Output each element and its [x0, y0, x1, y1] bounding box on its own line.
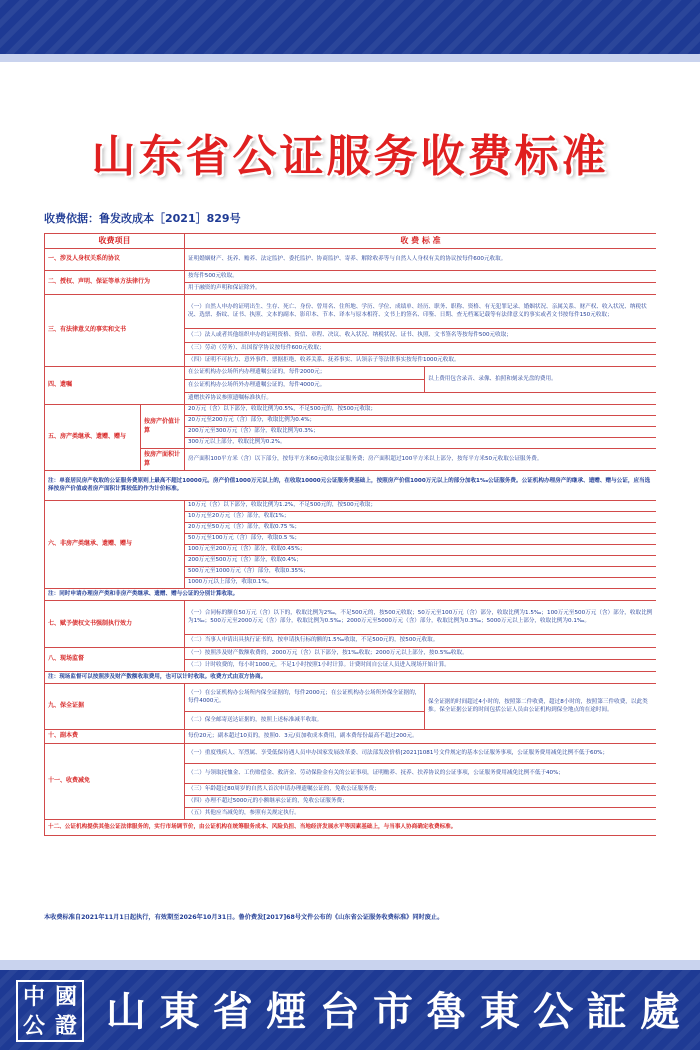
- note-8: 注：现场监督可以按照涉及财产数额收取费用，也可以计时收取。收费方式由双方协商。: [45, 672, 657, 684]
- item-2-standard-a: 按每件500元收取。: [185, 271, 657, 283]
- office-char: 山: [106, 987, 152, 1035]
- office-char: 煙: [266, 987, 313, 1035]
- item-11-standard-e: （五）其他应当减免的，参照有关规定执行。: [185, 808, 657, 820]
- item-5-area-row: 房产面积100平方米（含）以下部分，按每平方米60元收取公证服务费；房产面积超过100平方米以上部分，按每平方米50元收取公证服务费。: [185, 449, 657, 471]
- effective-date-note: 本收费标准自2021年11月1日起执行，有效期至2026年10月31日。鲁价费发[2017]68号文件公布的《山东省公证服务收费标准》同时废止。: [44, 914, 444, 921]
- item-11-standard-c: （三）年龄超过80周岁的自然人首次申请办理遗嘱公证的，免收公证服务费；: [185, 784, 657, 796]
- item-1-name: 一、涉及人身权关系的协议: [45, 249, 185, 271]
- item-6-row-6: 200万元至500万元（含）部分，收取0.4%；: [185, 556, 657, 567]
- item-4-standard-b: 在公证机构办公场所外办理遗嘱公证的，每件4000元。: [185, 380, 425, 393]
- header-standard: 收 费 标 准: [185, 234, 657, 249]
- item-11-name: 十一、收费减免: [45, 744, 185, 820]
- item-5-sub-area: 按房产面积计算: [141, 449, 185, 471]
- note-5: 注：单套居民房产收取的公证服务费原则上最高不超过10000元。房产价值1000万元以上的，在收取10000元公证服务费基础上，按照房产价值1000万元以上的部分加收1‰公证服务费。公证机构办理房产的继承、遗赠、赠与公证，应当选择按房产价值或者房产面积计算较低的作为计价标准。: [45, 471, 657, 501]
- office-char: 魯: [426, 987, 473, 1035]
- item-9-standard-b: 保全证据的时间超过4小时的，按照第二件收费，超过8小时的，按照第三件收费，以此类推。保全证据公证的时间包括公证人员由公证机构到保全地点的在途时间。: [425, 684, 657, 730]
- header-item: 收费项目: [45, 234, 185, 249]
- note-6: 注：同时申请办理房产类和非房产类继承、遗赠、赠与公证的分别计算收取。: [45, 589, 657, 601]
- page-title: 山东省公证服务收费标准: [91, 131, 609, 182]
- item-3-name: 三、有法律意义的事实和文书: [45, 295, 185, 367]
- seal-char: 中: [22, 983, 45, 1010]
- office-char: 東: [159, 987, 206, 1035]
- office-char: 市: [372, 987, 419, 1035]
- office-char: 公: [533, 987, 580, 1035]
- item-6-row-8: 1000万元以上部分，收取0.1%。: [185, 578, 657, 589]
- notary-seal-logo: [16, 980, 84, 1042]
- item-6-row-1: 10万元（含）以下部分，收取比例为1.2%，不足500元的，按500元收取；: [185, 501, 657, 512]
- item-6-row-5: 100万元至200万元（含）部分，收取0.45%；: [185, 545, 657, 556]
- item-5-sub-value: 按房产价值计算: [141, 405, 185, 449]
- item-8-standard-a: （一）按照涉及财产数额收费的，2000万元（含）以下部分，按1‰收取；2000万元以上部分，按0.5‰收取。: [185, 648, 657, 660]
- item-1-standard: 证明婚姻财产、抚养、赡养、法定监护、委托监护、协商监护、寄养、解除收养等与自然人人身权有关的协议按每件600元收取。: [185, 249, 657, 271]
- office-char: 台: [319, 987, 366, 1035]
- item-2-name: 二、授权、声明、保证等单方法律行为: [45, 271, 185, 295]
- item-10-name: 十、副本费: [45, 730, 185, 744]
- item-6-row-4: 50万元至100万元（含）部分，收取0.5 %；: [185, 534, 657, 545]
- fee-table: [44, 233, 656, 836]
- seal-char: 公: [22, 1012, 45, 1039]
- item-5-name: 五、房产类继承、遗赠、赠与: [45, 405, 141, 471]
- office-char: 東: [479, 987, 526, 1035]
- item-2-standard-b: 用于融资的声明和保证除外。: [185, 283, 657, 295]
- item-6-row-7: 500万元至1000万元（含）部分，收取0.35%；: [185, 567, 657, 578]
- item-5-value-row-1: 20万元（含）以下部分，收取比例为0.5%，不足500元的，按500元收取；: [185, 405, 657, 416]
- fee-table-container: [44, 233, 656, 903]
- fee-basis: 收费依据：鲁发改成本［2021］829号: [44, 212, 241, 225]
- item-6-row-3: 20万元至50万元（含）部分，收取0.75 %；: [185, 523, 657, 534]
- item-9-standard-c: （二）保全邮寄送达证据的，按照上述标准减半收取。: [185, 712, 425, 730]
- item-7-standard-b: （二）当事人申请出具执行证书的，按申请执行标的额的1.5‰收取，不足500元的，按500元收取。: [185, 635, 657, 648]
- item-3-standard-d: （四）证明不可抗力、意外事件、票据拒绝、收养关系、抚养事实、认领亲子等法律事实按每件1000元收取。: [185, 355, 657, 367]
- item-9-standard-a: （一）在公证机构办公场所内保全证据的，每件2000元；在公证机构办公场所外保全证据的，每件4000元。: [185, 684, 425, 712]
- item-12: 十二、公证机构提供其他公证法律服务的，实行市场调节价，由公证机构在统筹服务成本、风险负担、当地经济发展水平等因素基础上，与当事人协商确定收费标准。: [45, 820, 657, 836]
- item-11-standard-b: （二）与领取抚恤金、工伤赔偿金、救济金、劳动保险金有关的公证事项，证明赡养、抚养、扶养协议的公证事项，公证服务费用减免比例不低于40%；: [185, 764, 657, 784]
- item-7-name: 七、赋予债权文书强制执行效力: [45, 601, 185, 648]
- office-char: 省: [212, 987, 259, 1035]
- seal-char: 證: [54, 1012, 77, 1039]
- item-4-standard-d: 遗赠扶养协议参照遗嘱标准执行。: [185, 393, 657, 405]
- item-3-standard-b: （二）法人或者其他组织申办的证明资格、资信、章程、决议、收入状况、纳税状况、证书、执照、文书签名等按每件500元收取；: [185, 329, 657, 343]
- office-char: 証: [586, 987, 633, 1035]
- item-4-standard-c: 以上费用包含录音、录像、拍照和刻录光盘的费用。: [425, 367, 657, 393]
- item-7-standard-a: （一）合同标的额在50万元（含）以下的，收取比例为2‰，不足500元的，按500元收取；50万元至100万元（含）部分，收取比例为1.5‰；100万元至500万元（含）部分，收取比例为1‰；500万元至2000万元（含）部分，收取比例为0.5‰；2000万元至5000万元（含）部分，收取比例为0.3‰；5000万元以上部分，收取比例为0.1‰。: [185, 601, 657, 635]
- item-3-standard-c: （三）劳动（劳务）、出国留学协议按每件600元收取；: [185, 343, 657, 355]
- item-9-name: 九、保全证据: [45, 684, 185, 730]
- item-11-standard-a: （一）重度残疾人、军烈属、享受低保待遇人员申办国家发展改革委、司法部发改价格[2021]1081号文件规定的基本公证服务事项，公证服务费用减免比例不低于60%；: [185, 744, 657, 764]
- top-banner: [0, 0, 700, 62]
- item-10-standard: 每份20元；副本超过10页的，按照0．3元/页加收成本费用，副本费每份最高不超过200元。: [185, 730, 657, 744]
- office-char: 處: [639, 987, 686, 1035]
- item-11-standard-d: （四）办理不超过5000元的小额继承公证的，免收公证服务费；: [185, 796, 657, 808]
- item-3-standard-a: （一）自然人申办的证明出生、生存、死亡、身份、曾用名、住所地、学历、学位、成绩单、经历、职务、职称、资格、有无犯罪记录、婚姻状况、亲属关系、财产权、收入状况、纳税状况、选票、指纹、证书、执照、文本的副本、影印本、节本、译本与原本相符、文书上的签名、印鉴、日期、查无档案记载等有法律意义的事实或者文书按每件150元收取；: [185, 295, 657, 329]
- item-8-standard-b: （二）计时收费的，每小时1000元，不足1小时按照1小时计算。计费时间自公证人员进入现场开始计算。: [185, 660, 657, 672]
- item-4-standard-a: 在公证机构办公场所内办理遗嘱公证的，每件2000元；: [185, 367, 425, 380]
- item-8-name: 八、现场监督: [45, 648, 185, 672]
- item-5-value-row-4: 300万元以上部分，收取比例为0.2%。: [185, 438, 657, 449]
- item-4-name: 四、遗嘱: [45, 367, 185, 405]
- item-6-row-2: 10万元至20万元（含）部分，收取1%；: [185, 512, 657, 523]
- item-5-value-row-3: 200万元至300万元（含）部分，收取比例为0.3%；: [185, 427, 657, 438]
- item-5-value-row-2: 20万元至200万元（含）部分，收取比例为0.4%；: [185, 416, 657, 427]
- item-6-name: 六、非房产类继承、遗赠、赠与: [45, 501, 185, 589]
- seal-char: 國: [54, 983, 77, 1010]
- notary-office-name: [106, 980, 686, 1036]
